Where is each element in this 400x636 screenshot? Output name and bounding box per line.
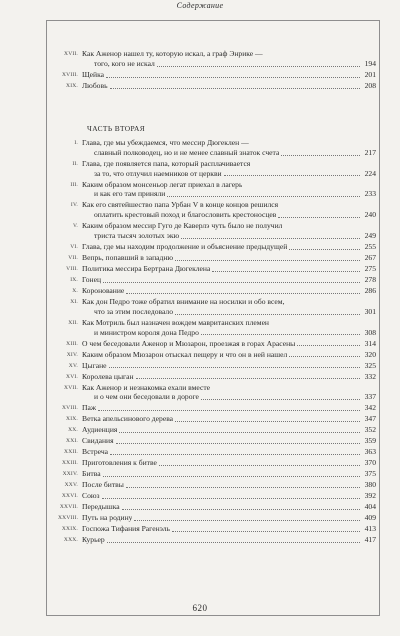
- toc-entry[interactable]: [58, 180, 376, 200]
- dot-leader: [110, 88, 360, 89]
- chapter-page-number: 352: [364, 425, 376, 435]
- toc-entry[interactable]: [58, 447, 376, 457]
- chapter-title-line: Приготовления к битве: [82, 458, 157, 468]
- chapter-number: XIX.: [66, 82, 78, 89]
- chapter-title-line: Курьер: [82, 535, 105, 545]
- toc-entry[interactable]: [58, 425, 376, 435]
- chapter-title-line: Королева цыган: [82, 371, 134, 381]
- chapter-title-line: Как Мотриль был назначен вождем мавританских племен: [82, 317, 269, 327]
- chapter-number: XVI.: [66, 373, 78, 380]
- toc-entry[interactable]: [58, 458, 376, 468]
- chapter-number: VIII.: [66, 266, 78, 272]
- chapter-number: XIV.: [66, 351, 78, 358]
- chapter-title-line: Вепрь, попавший в западню: [82, 253, 174, 262]
- toc-entry[interactable]: [58, 264, 376, 274]
- chapter-number: XI.: [70, 299, 78, 305]
- chapter-number: III.: [70, 181, 78, 188]
- page-number: 620: [192, 603, 208, 613]
- toc-entry[interactable]: [58, 480, 376, 490]
- dot-leader: [106, 77, 360, 78]
- chapter-number: V.: [72, 223, 78, 230]
- chapter-title-line: Путь на родину: [82, 513, 133, 523]
- chapter-page-number: 224: [364, 168, 376, 178]
- dot-leader: [126, 487, 360, 488]
- chapter-title-line: Союз: [82, 491, 100, 501]
- chapter-number: XV.: [68, 362, 78, 369]
- toc-entry[interactable]: [58, 524, 376, 534]
- chapter-page-number: 308: [364, 327, 376, 337]
- dot-leader: [116, 443, 360, 444]
- chapter-number: XXVII.: [59, 504, 78, 511]
- dot-leader: [109, 367, 360, 368]
- chapter-number: XXIX.: [61, 526, 78, 533]
- chapter-page-number: 201: [364, 69, 376, 79]
- chapter-page-number: 314: [364, 338, 376, 348]
- chapter-title-line: Встреча: [82, 447, 109, 457]
- chapter-page-number: 275: [364, 264, 376, 273]
- chapter-page-number: 255: [364, 242, 376, 251]
- chapter-page-number: 208: [364, 80, 376, 90]
- chapter-page-number: 359: [364, 436, 376, 446]
- dot-leader: [102, 498, 360, 499]
- chapter-title-line: Аудиенция: [82, 425, 118, 435]
- dot-leader: [201, 334, 360, 335]
- toc-entry[interactable]: [58, 286, 376, 296]
- chapter-title-line: и как его там приняли: [94, 189, 166, 199]
- chapter-number: VII.: [68, 255, 78, 261]
- chapter-title-line: за то, что отлучил наемников от церкви: [94, 168, 222, 178]
- running-head: Содержание: [0, 1, 400, 10]
- dot-leader: [107, 542, 360, 543]
- toc-entry[interactable]: [58, 339, 376, 349]
- part-title: ЧАСТЬ ВТОРАЯ: [87, 124, 146, 133]
- toc-entry[interactable]: [58, 383, 376, 403]
- chapter-title-line: Каким образом мессир Гуго де Каверлэ чуть было не получил: [82, 221, 283, 231]
- chapter-title-line: Глава, где мы находим продолжение и объяснение предыдущей: [82, 242, 288, 251]
- toc-entry[interactable]: [58, 70, 376, 80]
- dot-leader: [281, 155, 360, 156]
- chapter-title-line: Любовь: [82, 80, 108, 90]
- chapter-page-number: 278: [364, 275, 376, 284]
- dot-leader: [157, 66, 360, 67]
- chapter-title-line: и о чем они беседовали в дороге: [94, 392, 199, 402]
- dot-leader: [119, 432, 360, 433]
- chapter-title-line: Глава, где появляется папа, который расплачивается: [82, 158, 251, 168]
- chapter-title-line: Коронование: [82, 286, 125, 295]
- toc-entry[interactable]: [58, 318, 376, 338]
- chapter-title-line: Паж: [82, 403, 97, 413]
- chapter-page-number: 342: [364, 403, 376, 413]
- chapter-title-line: Ветка апельсинового дерева: [82, 414, 174, 424]
- toc-entry[interactable]: [58, 200, 376, 220]
- toc-entry[interactable]: [58, 275, 376, 285]
- toc-entry[interactable]: [58, 513, 376, 523]
- chapter-page-number: 332: [364, 371, 376, 381]
- chapter-title-line: Глава, где мы убеждаемся, что мессир Дюгеклен —: [82, 138, 249, 147]
- chapter-page-number: 404: [364, 502, 376, 512]
- chapter-number: XXII.: [64, 449, 78, 456]
- dot-leader: [278, 217, 360, 218]
- dot-leader: [98, 410, 360, 411]
- toc-entry[interactable]: [58, 253, 376, 263]
- dot-leader: [126, 293, 360, 294]
- toc-entry[interactable]: [58, 81, 376, 91]
- dot-leader: [103, 476, 360, 477]
- chapter-title-line: славный полководец, но и не менее славный знаток счета: [94, 147, 280, 157]
- chapter-number: VI.: [70, 244, 78, 250]
- chapter-title-line: Каким образом Мюзарон отыскал пещеру и что он в ней нашел: [82, 349, 288, 359]
- chapter-title-line: Как дон Педро тоже обратил внимание на носилки и обо всем,: [82, 297, 285, 306]
- chapter-number: XXV.: [64, 482, 78, 489]
- dot-leader: [289, 249, 360, 250]
- dot-leader: [134, 520, 360, 521]
- dot-leader: [175, 260, 360, 261]
- chapter-title-line: Как Аженор и незнакомка ехали вместе: [82, 382, 211, 392]
- chapter-title-line: что за этим последовало: [94, 306, 173, 316]
- chapter-title-line: Гонец: [82, 275, 102, 284]
- chapter-page-number: 392: [364, 491, 376, 501]
- chapter-page-number: 409: [364, 513, 376, 523]
- chapter-title-line: Передышка: [82, 502, 120, 512]
- toc-entry[interactable]: [58, 221, 376, 241]
- dot-leader: [201, 399, 360, 400]
- chapter-title-line: того, кого не искал: [94, 58, 155, 68]
- chapter-title-line: Щейка: [82, 69, 105, 79]
- chapter-page-number: 375: [364, 469, 376, 479]
- dot-leader: [110, 454, 360, 455]
- dot-leader: [181, 238, 360, 239]
- toc-entry[interactable]: [58, 414, 376, 424]
- dot-leader: [297, 345, 360, 346]
- toc-entry[interactable]: [58, 159, 376, 179]
- chapter-title-line: О чем беседовали Аженор и Мюзарон, проезжая в горах Арасены: [82, 338, 296, 348]
- toc-entry[interactable]: [58, 242, 376, 252]
- chapter-number: II.: [72, 160, 78, 167]
- chapter-title-line: оплатить крестовый поход и благословить крестоносцев: [94, 210, 277, 220]
- toc-entry[interactable]: [58, 49, 376, 69]
- chapter-title-line: Как его святейшество папа Урбан V в конце концов решился: [82, 200, 279, 210]
- chapter-title-line: Свидания: [82, 436, 114, 446]
- chapter-number: IX.: [70, 277, 78, 283]
- chapter-number: XX.: [68, 427, 78, 434]
- toc-entry[interactable]: [58, 372, 376, 382]
- chapter-title-line: Как Аженор нашел ту, которую искал, а граф Энрике —: [82, 49, 263, 58]
- chapter-number: XVIII.: [61, 71, 78, 78]
- chapter-number: XXIII.: [61, 460, 78, 467]
- chapter-number: I.: [74, 140, 78, 146]
- chapter-page-number: 233: [364, 189, 376, 199]
- chapter-page-number: 325: [364, 360, 376, 370]
- toc-entry[interactable]: [58, 350, 376, 360]
- chapter-page-number: 337: [364, 392, 376, 402]
- dot-leader: [159, 465, 360, 466]
- chapter-number: X.: [72, 288, 78, 294]
- chapter-page-number: 347: [364, 414, 376, 424]
- toc-entry[interactable]: [58, 469, 376, 479]
- toc-entry[interactable]: [58, 436, 376, 446]
- chapter-page-number: 320: [364, 349, 376, 359]
- chapter-number: XVII.: [64, 51, 78, 57]
- chapter-title-line: После битвы: [82, 480, 124, 490]
- chapter-number: XIII.: [66, 340, 78, 347]
- chapter-page-number: 240: [364, 210, 376, 220]
- chapter-title-line: и министром короля дона Педро: [94, 327, 199, 337]
- dot-leader: [289, 356, 360, 357]
- chapter-number: XXVI.: [61, 493, 78, 500]
- dot-leader: [175, 421, 360, 422]
- chapter-page-number: 301: [364, 306, 376, 316]
- dot-leader: [167, 196, 360, 197]
- chapter-page-number: 417: [364, 535, 376, 545]
- toc-entry[interactable]: [58, 502, 376, 512]
- dot-leader: [212, 271, 360, 272]
- toc-entry[interactable]: [58, 297, 376, 317]
- chapter-page-number: 217: [364, 147, 376, 157]
- toc-entry[interactable]: [58, 361, 376, 371]
- chapter-page-number: 249: [364, 230, 376, 240]
- chapter-page-number: 363: [364, 447, 376, 457]
- toc-entry[interactable]: [58, 491, 376, 501]
- chapter-page-number: 267: [364, 253, 376, 262]
- chapter-number: XVII.: [64, 384, 78, 391]
- toc-entry[interactable]: [58, 138, 376, 158]
- chapter-title-line: Политика мессира Бертрана Дюгеклена: [82, 264, 211, 273]
- dot-leader: [172, 531, 360, 532]
- dot-leader: [224, 175, 360, 176]
- chapter-number: XXIV.: [62, 471, 78, 478]
- toc-entry[interactable]: [58, 403, 376, 413]
- chapter-number: XXI.: [66, 438, 78, 445]
- chapter-title-line: триста тысяч золотых экю: [94, 230, 180, 240]
- dot-leader: [122, 509, 360, 510]
- chapter-page-number: 370: [364, 458, 376, 468]
- chapter-number: XXVIII.: [58, 515, 79, 522]
- chapter-number: XII.: [68, 319, 78, 326]
- chapter-title-line: Цыгане: [82, 360, 107, 370]
- toc-entry[interactable]: [58, 535, 376, 545]
- chapter-title-line: Госпожа Тифания Рагенэль: [82, 524, 171, 534]
- chapter-page-number: 380: [364, 480, 376, 490]
- chapter-number: IV.: [70, 202, 78, 209]
- chapter-page-number: 286: [364, 286, 376, 295]
- chapter-page-number: 413: [364, 524, 376, 534]
- dot-leader: [175, 314, 360, 315]
- chapter-number: XXX.: [63, 537, 78, 544]
- chapter-title-line: Битва: [82, 469, 101, 479]
- dot-leader: [103, 282, 360, 283]
- chapter-title-line: Каким образом монсеньор легат приехал в лагерь: [82, 179, 243, 189]
- chapter-number: XIX.: [66, 416, 78, 423]
- dot-leader: [136, 378, 360, 379]
- chapter-number: XVIII.: [61, 405, 78, 412]
- chapter-page-number: 194: [364, 58, 376, 68]
